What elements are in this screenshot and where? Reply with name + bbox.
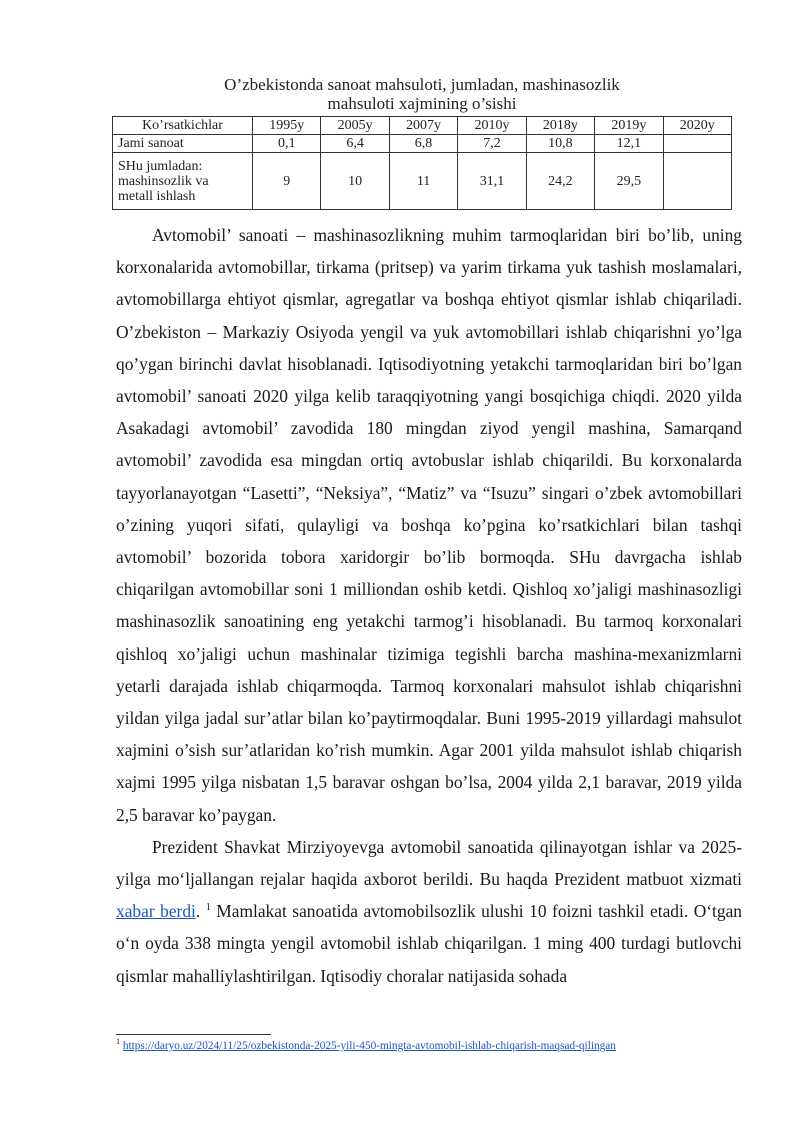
table-row [113, 135, 732, 153]
table-cell: 7,2 [458, 135, 526, 153]
paragraph-automotive-industry: Avtomobil’ sanoati – mashinasozlikning muhim tarmoqlaridan biri bo’lib, uning korxonalarida avtomobillar, tirkama (pritsep) va yarim tirkama yuk tashish moslamalari, avtomobillarga ehtiyot qismlar, agregatlar va boshqa ehtiyot qismlar ishlab chiqariladi. O’zbekiston – Markaziy Osiyoda yengil va yuk avtomobillari ishlab chiqarishni yo’lga qo’ygan birinchi davlat hisoblanadi. Iqtisodiyotning yetakchi tarmoqlaridan biri bo’lgan avtomobil’ sanoati 2020 yilga kelib taraqqiyotning yangi bosqichiga chiqdi. 2020 yilda Asakadagi avtomobil’ zavodida 180 mingdan ziyod yengil mashina, Samarqand avtomobil’ zavodida esa mingdan ortiq avtobuslar ishlab chiqarildi. Bu korxonalarda tayyorlanayotgan “Lasetti”, “Neksiya”, “Matiz” va “Isuzu” singari o’zbek avtomobillari o’zining yuqori sifati, qulayligi va boshqa ko’pgina ko’rsatkichlari bilan tashqi avtomobil’ bozorida tobora xaridorgir bo’lib bormoqda. SHu davrgacha ishlab chiqarilgan avtomobillar soni 1 milliondan oshib ketdi. Qishloq xo’jaligi mashinasozligi mashinasozlik sanoatining eng yetakchi tarmog’i hisoblanadi. Bu tarmoq korxonalari qishloq xo’jaligi uchun mashinalar tizimiga tegishli barcha mashina-mexanizmlarni yetarli darajada ishlab chiqarmoqda. Tarmoq korxonalari mahsulot ishlab chiqarishni yildan yilga jadal sur’atlar bilan ko’paytirmoqdalar. Buni 1995-2019 yillardagi mahsulot xajmini o’sish sur’atlaridan ko’rish mumkin. Agar 2001 yilda mahsulot ishlab chiqarish xajmi 1995 yilga nisbatan 1,5 baravar oshgan bo’lsa, 2004 yilda 2,1 baravar, 2019 yilda 2,5 baravar ko’paygan. [116, 225, 742, 825]
row-label [113, 135, 253, 153]
footnote-url-link[interactable]: https://daryo.uz/2024/11/25/ozbekistonda-2025-yili-450-mingta-avtomobil-ishlab-chiqarish-maqsad-qilingan [122, 1040, 616, 1052]
table-cell: 6,4 [321, 135, 389, 153]
paragraph-president-briefing [116, 831, 742, 992]
table-cell [663, 135, 731, 153]
column-header: 1995y [253, 117, 321, 135]
table-cell: 9 [253, 153, 321, 210]
news-source-link[interactable]: xabar berdi [116, 901, 196, 922]
body-text [116, 219, 742, 992]
table-cell: 29,5 [595, 153, 663, 210]
table-title-line-1: O’zbekistonda sanoat mahsuloti, jumladan, mashinasozlik [224, 75, 620, 94]
table-cell: 11 [389, 153, 457, 210]
row-label-line: mashinsozlik va [118, 173, 209, 189]
table-cell: 24,2 [526, 153, 594, 210]
table-cell: 6,8 [389, 135, 457, 153]
row-label-line: Jami sanoat [118, 136, 184, 151]
row-label-line: SHu jumladan: [118, 158, 203, 174]
paragraph-text: Prezident Shavkat Mirziyoyevga avtomobil sanoatida qilinayotgan ishlar va 2025-yilga mo‘ljallangan rejalar haqida axborot berildi. Bu haqda Prezident matbuot xizmati [116, 836, 742, 890]
table-title [112, 75, 732, 113]
paragraph-text: . [195, 901, 206, 922]
row-label-line: metall ishlash [118, 188, 196, 204]
column-header: 2010y [458, 117, 526, 135]
table-cell: 10,8 [526, 135, 594, 153]
column-header: 2020y [663, 117, 731, 135]
row-label [113, 153, 253, 210]
table-cell [663, 153, 731, 210]
footnote-separator [116, 1034, 271, 1035]
footnote-reference: 1 [205, 902, 211, 914]
production-growth-table [112, 116, 732, 210]
paragraph-text: Mamlakat sanoatida avtomobilsozlik ulushi 10 foizni tashkil etadi. O‘tgan o‘n oyda 338 mingta yengil avtomobil ishlab chiqarilgan. 1 ming 400 turdagi butlovchi qismlar mahalliylashtirilgan. Iqtisodiy choralar natijasida sohada [116, 901, 742, 986]
column-header: 2018y [526, 117, 594, 135]
table-cell: 0,1 [253, 135, 321, 153]
footnote-number: 1 [116, 1037, 120, 1047]
column-header: 2007y [389, 117, 457, 135]
table-cell: 12,1 [595, 135, 663, 153]
table-cell: 31,1 [458, 153, 526, 210]
table-title-line-2: mahsuloti xajmining o’sishi [327, 94, 517, 113]
column-header: Ko’rsatkichlar [113, 117, 253, 135]
column-header: 2019y [595, 117, 663, 135]
table-header-row [113, 117, 732, 135]
table-cell: 10 [321, 153, 389, 210]
column-header: 2005y [321, 117, 389, 135]
table-row [113, 153, 732, 210]
footnote [116, 1039, 756, 1053]
